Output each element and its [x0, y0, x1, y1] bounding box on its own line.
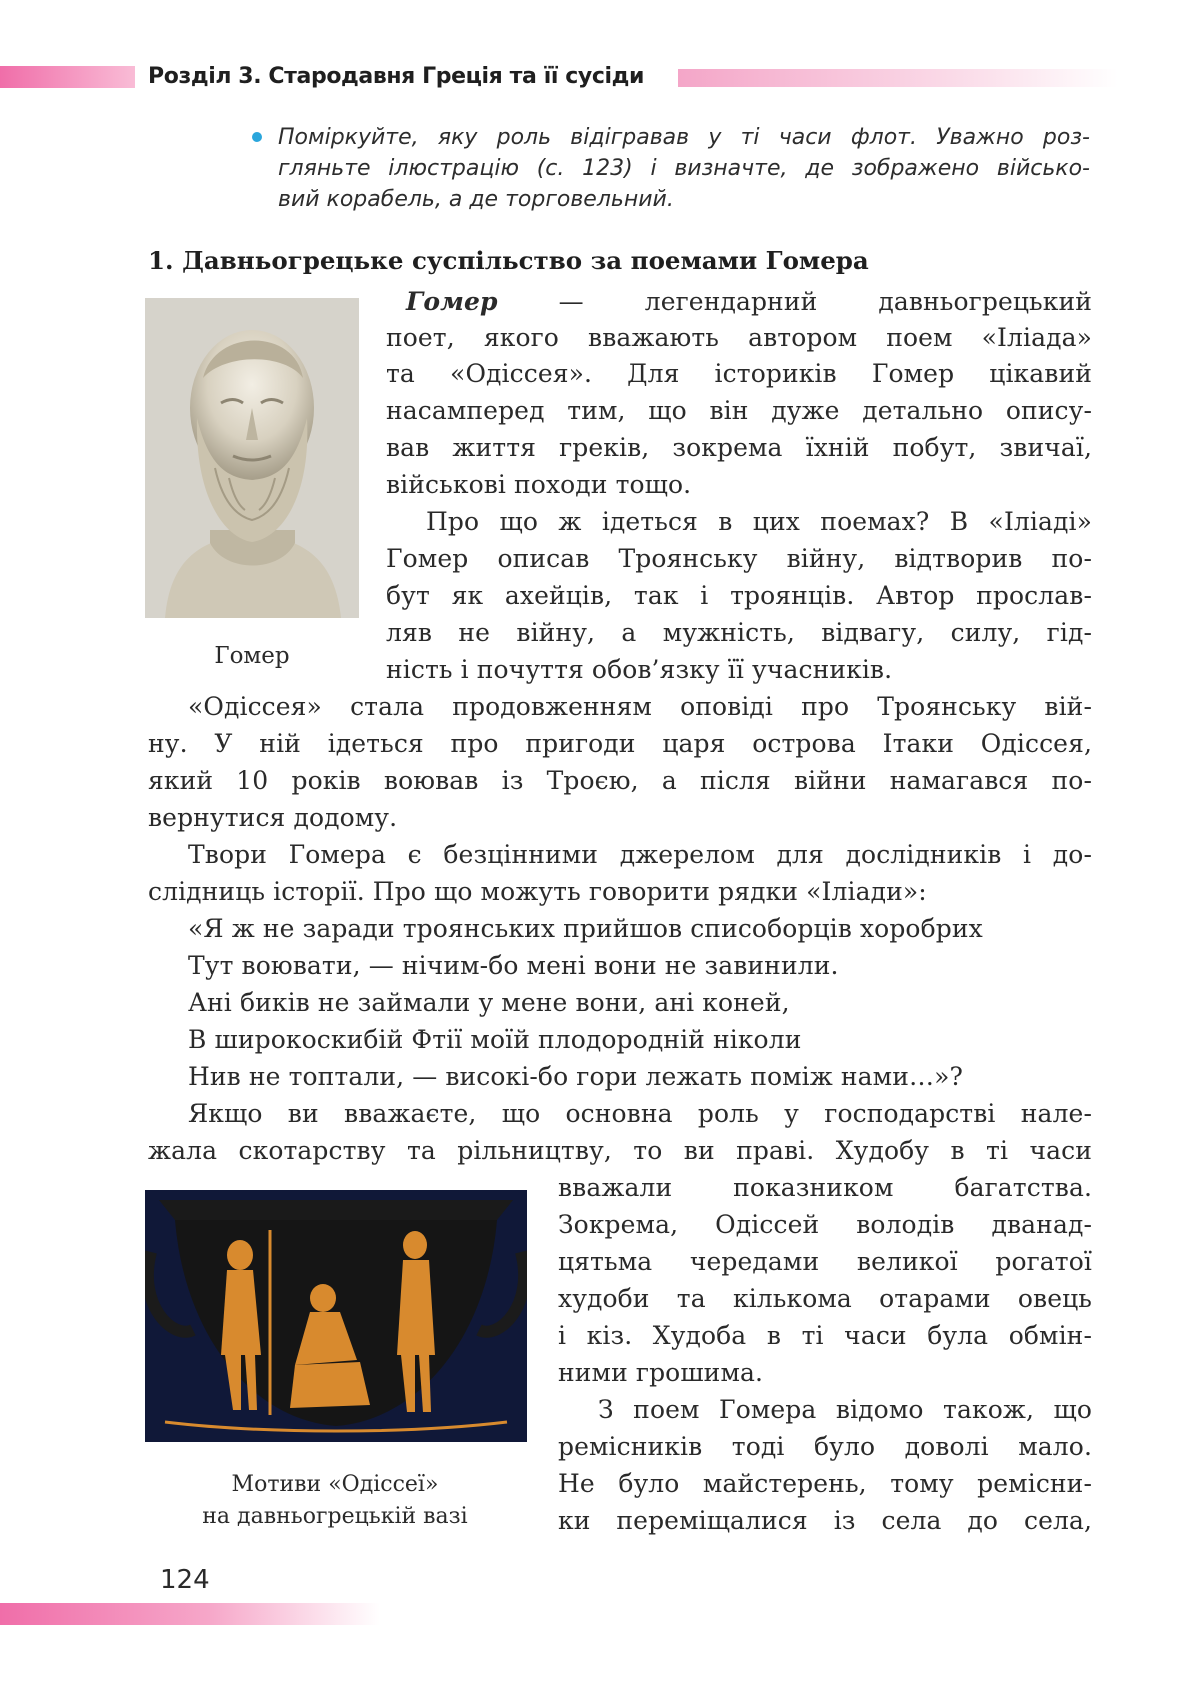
text-line: жала скотарству та рільництву, то ви праві. Худобу в ті часи	[148, 1136, 1092, 1165]
text-line: ки переміщалися із села до села,	[558, 1506, 1092, 1535]
text-line: військові походи тощо.	[386, 470, 692, 499]
text-line: Про що ж ідеться в цих поемах? В «Іліаді»	[426, 507, 1092, 536]
text-line: ність і почуття обов’язку її учасників.	[386, 655, 893, 684]
homer-bust-illustration	[145, 298, 359, 618]
text-line: Не було майстерень, тому ремісни-	[558, 1469, 1092, 1498]
quote-line: В широкоскибій Фтії моїй плодородній ніколи	[188, 1025, 802, 1054]
quote-line: Ані биків не займали у мене вони, ані коней,	[188, 988, 790, 1017]
task-line: гляньте ілюстрацію (с. 123) і визначте, де зображено військо-	[278, 156, 1090, 181]
text-line: і кіз. Худоба в ті часи була обмін-	[558, 1321, 1092, 1350]
quote-line: Тут воювати, — нічим-бо мені вони не завинили.	[188, 951, 839, 980]
odyssey-vase-image	[145, 1190, 527, 1442]
task-line: Поміркуйте, яку роль відігравав у ті часи флот. Уважно роз-	[278, 125, 1090, 150]
text-line: Гомер описав Троянську війну, відтворив по-	[386, 544, 1092, 573]
text-line: ними грошима.	[558, 1358, 764, 1387]
vase-caption	[160, 1469, 510, 1533]
text-line: ну. У ній ідеться про пригоди царя острова Ітаки Одіссея,	[148, 729, 1092, 758]
text-line: З поем Гомера відомо також, що	[598, 1395, 1092, 1424]
vase-caption-line: Мотиви «Одіссеї»	[231, 1472, 439, 1497]
quote-line: «Я ж не заради троянських прийшов списоборців хоробрих	[188, 914, 983, 943]
text-line: Зокрема, Одіссей володів дванад-	[558, 1210, 1092, 1239]
text-line: насамперед тим, що він дуже детально опису-	[386, 396, 1092, 425]
text-line: ляв не війну, а мужність, відвагу, силу, гід-	[386, 618, 1092, 647]
text-line: поет, якого вважають автором поем «Іліада»	[386, 323, 1092, 352]
text-line: бут як ахейців, так і троянців. Автор прослав-	[386, 581, 1092, 610]
footer-accent-bar	[0, 1603, 380, 1625]
text-line: Гомер — легендарний давньогрецький	[406, 287, 1092, 316]
text-line: та «Одіссея». Для істориків Гомер цікавий	[386, 359, 1092, 388]
portrait-caption: Гомер	[214, 643, 290, 669]
task-question	[278, 122, 1090, 215]
text-line: ремісників тоді було доволі мало.	[558, 1432, 1092, 1461]
quote-line: Нив не топтали, — високі-бо гори лежать поміж нами…»?	[188, 1062, 963, 1091]
homer-term: Гомер	[406, 287, 498, 316]
chapter-title: Розділ 3. Стародавня Греція та її сусіди	[148, 64, 645, 89]
text-line: вважали показником багатства.	[558, 1173, 1092, 1202]
header-accent-bar-right	[678, 69, 1118, 87]
text-line: слідниць історії. Про що можуть говорити рядки «Іліади»:	[148, 877, 927, 906]
task-line: вий корабель, а де торговельний.	[278, 187, 674, 212]
text-line: вернутися додому.	[148, 803, 398, 832]
section-heading: 1. Давньогрецьке суспільство за поемами Гомера	[148, 246, 869, 275]
vase-illustration	[145, 1190, 527, 1442]
text-line: худоби та кількома отарами овець	[558, 1284, 1092, 1313]
text-line: який 10 років воював із Троєю, а після війни намагався по-	[148, 766, 1092, 795]
text-line: вав життя греків, зокрема їхній побут, звичаї,	[386, 433, 1092, 462]
homer-bust-image	[145, 298, 359, 618]
vase-caption-line: на давньогрецькій вазі	[202, 1504, 468, 1529]
text-line: «Одіссея» стала продовженням оповіді про Троянську вій-	[188, 692, 1092, 721]
text-line: Твори Гомера є безцінними джерелом для дослідників і до-	[188, 840, 1092, 869]
text-line: цятьма чередами великої рогатої	[558, 1247, 1092, 1276]
page-number: 124	[160, 1565, 210, 1595]
text-line: Якщо ви вважаєте, що основна роль у господарстві нале-	[188, 1099, 1092, 1128]
bullet-icon	[252, 132, 262, 142]
header-accent-bar-left	[0, 66, 135, 88]
